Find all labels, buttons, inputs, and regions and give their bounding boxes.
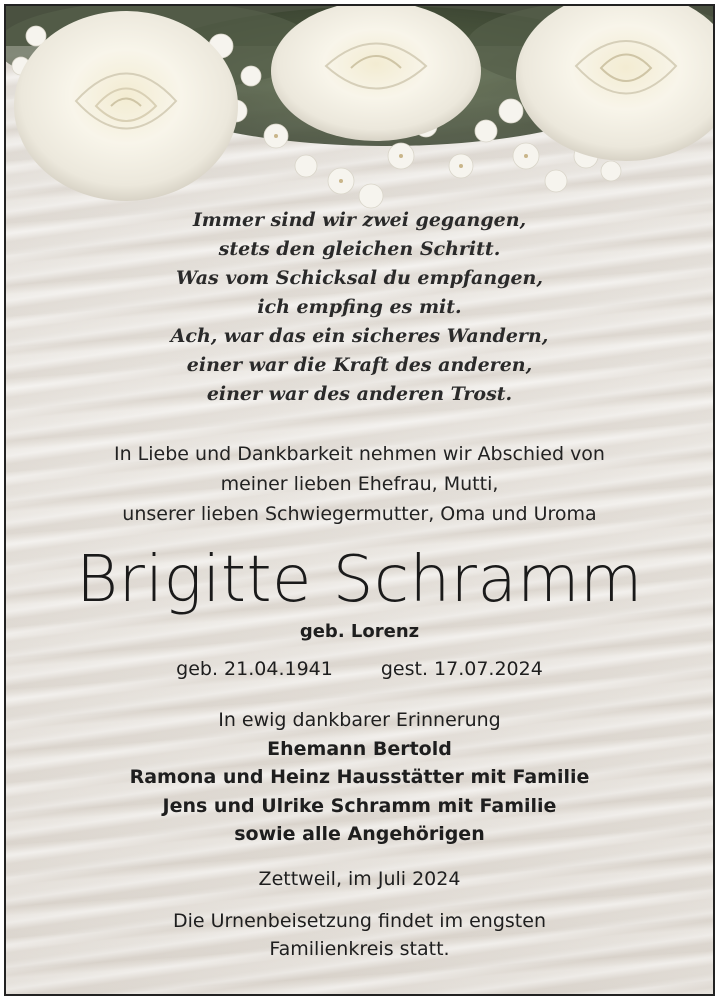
mourner-name: Ehemann Bertold bbox=[267, 737, 452, 760]
mourners-intro: In ewig dankbarer Erinnerung bbox=[218, 709, 501, 731]
obituary-notice bbox=[4, 4, 715, 996]
poem-line: stets den gleichen Schritt. bbox=[218, 238, 501, 260]
intro-line: meiner lieben Ehefrau, Mutti, bbox=[220, 473, 499, 495]
deceased-name: Brigitte Schramm bbox=[76, 543, 643, 617]
burial-note-line: Die Urnenbeisetzung findet im engsten bbox=[173, 910, 546, 932]
life-dates bbox=[6, 654, 713, 684]
poem-line: Immer sind wir zwei gegangen, bbox=[192, 209, 527, 231]
poem-line: einer war des anderen Trost. bbox=[206, 383, 513, 405]
poem-line: Ach, war das ein sicheres Wandern, bbox=[170, 325, 549, 347]
poem-line: Was vom Schicksal du empfangen, bbox=[176, 267, 543, 289]
farewell-intro bbox=[6, 439, 713, 529]
maiden-name: geb. Lorenz bbox=[299, 621, 420, 642]
poem-line: ich empfing es mit. bbox=[257, 296, 462, 318]
white-roses-image bbox=[6, 6, 715, 221]
place-and-date: Zettweil, im Juli 2024 bbox=[258, 868, 461, 890]
poem bbox=[6, 206, 713, 409]
burial-note bbox=[6, 907, 713, 963]
intro-line: In Liebe und Dankbarkeit nehmen wir Abschied von bbox=[114, 443, 605, 465]
poem-line: einer war die Kraft des anderen, bbox=[186, 354, 533, 376]
mourner-name: Ramona und Heinz Hausstätter mit Familie bbox=[129, 766, 590, 788]
death-date: gest. 17.07.2024 bbox=[380, 658, 543, 680]
mourner-name: sowie alle Angehörigen bbox=[234, 823, 485, 845]
burial-note-line: Familienkreis statt. bbox=[269, 938, 450, 960]
mourner-name: Jens und Ulrike Schramm mit Familie bbox=[162, 794, 557, 817]
birth-date: geb. 21.04.1941 bbox=[176, 658, 333, 680]
mourners bbox=[6, 706, 713, 849]
intro-line: unserer lieben Schwiegermutter, Oma und Uroma bbox=[122, 503, 597, 525]
